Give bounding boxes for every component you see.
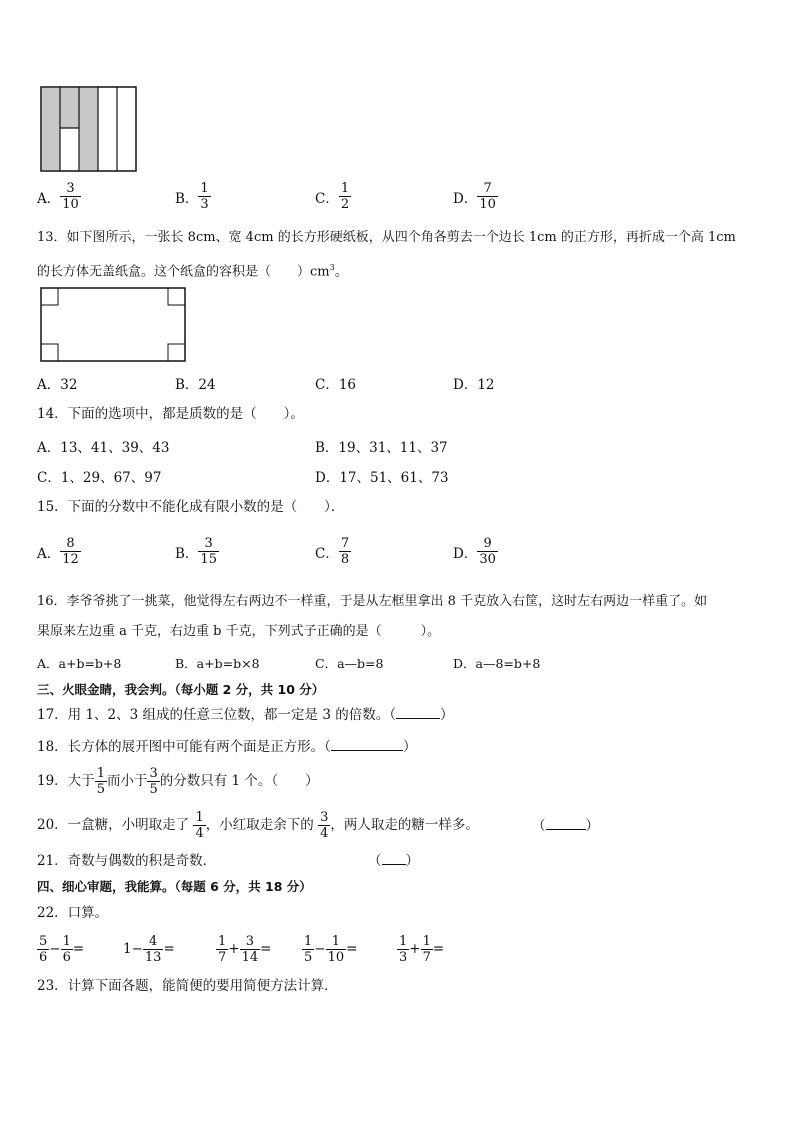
q15-option-b[interactable]: B． $\frac{3}{15}$: [175, 536, 217, 567]
q20-answer: （ ）: [532, 818, 599, 834]
q14-option-d[interactable]: D．17、51、61、73: [315, 470, 449, 486]
q21-answer-blank[interactable]: [382, 852, 406, 865]
q12-option-a[interactable]: A． $\frac{3}{10}$: [37, 181, 79, 212]
q14-option-b[interactable]: B．19、31、11、37: [315, 440, 448, 456]
fraction: $\frac{3}{4}$: [320, 810, 329, 841]
q16-text-line1: 16．李爷爷挑了一挑菜，他觉得左右两边不一样重，于是从左框里拿出 8 千克放入右筐，这时左右两边一样重了。如: [37, 594, 708, 609]
fraction: $\frac{4}{13}$: [144, 934, 162, 965]
fraction: $\frac{1}{6}$: [62, 934, 71, 965]
fraction: $\frac{1}{7}$: [218, 934, 227, 965]
fraction: $\frac{1}{5}$: [96, 766, 105, 797]
q23-text: 23．计算下面各题，能简便的要用简便方法计算．: [37, 978, 338, 994]
q13-text-line1: 13．如下图所示，一张长 8cm、宽 4cm 的长方形硬纸板，从四个角各剪去一个边长 1cm 的正方形，再折成一个高 1cm: [37, 230, 736, 245]
q18-answer-blank[interactable]: [331, 738, 403, 751]
q17: 17．用 1、2、3 组成的任意三位数，都一定是 3 的倍数。（ ）: [37, 707, 454, 723]
q15-option-c[interactable]: C． $\frac{7}{8}$: [315, 536, 350, 567]
q21-answer: （ ）: [368, 853, 419, 869]
fraction: $\frac{1}{3}$: [399, 934, 408, 965]
fraction: $\frac{1}{2}$: [340, 181, 350, 212]
q20-answer-blank[interactable]: [546, 817, 586, 830]
q22-item-1: $\frac{5}{6}$ − $\frac{1}{6}$ =: [39, 934, 85, 965]
fraction: $\frac{3}{10}$: [62, 181, 79, 212]
q18: 18．长方体的展开图中可能有两个面是正方形。（ ）: [37, 739, 417, 755]
fraction: $\frac{1}{4}$: [195, 810, 204, 841]
q15-option-d[interactable]: D． $\frac{9}{30}$: [453, 536, 496, 567]
q13-option-a[interactable]: A．32: [37, 377, 78, 393]
q16-option-b[interactable]: B．a+b=b×8: [175, 656, 260, 671]
fraction: $\frac{1}{7}$: [422, 934, 431, 965]
q21: 21．奇数与偶数的积是奇数．: [37, 853, 217, 869]
fraction: $\frac{8}{12}$: [62, 536, 79, 567]
fraction: $\frac{1}{10}$: [327, 934, 345, 965]
q22-item-5: $\frac{1}{3}$ + $\frac{1}{7}$ =: [399, 934, 445, 965]
fraction: $\frac{9}{30}$: [479, 536, 496, 567]
q16-text-line2: 果原来左边重 a 千克，右边重 b 千克，下列式子正确的是（ ）。: [37, 624, 441, 639]
q17-answer-blank[interactable]: [396, 706, 440, 719]
fraction: $\frac{5}{6}$: [39, 934, 48, 965]
q12-shaded-grid-figure: [40, 86, 137, 172]
q22-title: 22．口算。: [37, 905, 109, 921]
q12-option-b[interactable]: B． $\frac{1}{3}$: [175, 181, 209, 212]
q13-option-d[interactable]: D．12: [453, 377, 495, 393]
fraction: $\frac{3}{14}$: [241, 934, 259, 965]
q19: 19．大于 $\frac{1}{5}$ 而小于 $\frac{3}{5}$ 的分数只有 1 个。（ ）: [37, 766, 319, 797]
fraction: $\frac{3}{15}$: [200, 536, 217, 567]
q13-text-line2: 的长方体无盖纸盒。这个纸盒的容积是（ ）$cm^3$。: [37, 263, 348, 280]
q13-option-c[interactable]: C．16: [315, 377, 357, 393]
q14-text: 14．下面的选项中，都是质数的是（ ）。: [37, 406, 304, 422]
section-3-heading: 三、火眼金睛，我会判。（每小题 2 分，共 10 分）: [37, 682, 325, 697]
q14-option-c[interactable]: C．1、29、67、97: [37, 470, 162, 486]
q16-option-c[interactable]: C．a—b=8: [315, 656, 384, 671]
q12-option-d[interactable]: D． $\frac{7}{10}$: [453, 181, 496, 212]
q14-option-a[interactable]: A．13、41、39、43: [37, 440, 170, 456]
fraction: $\frac{7}{8}$: [340, 536, 350, 567]
q15-option-a[interactable]: A． $\frac{8}{12}$: [37, 536, 79, 567]
q15-text: 15．下面的分数中不能化成有限小数的是（ ）．: [37, 499, 345, 515]
q12-option-c[interactable]: C． $\frac{1}{2}$: [315, 181, 350, 212]
section-4-heading: 四、细心审题，我能算。（每题 6 分，共 18 分）: [37, 879, 312, 894]
fraction: $\frac{1}{3}$: [200, 181, 209, 212]
q16-option-a[interactable]: A．a+b=b+8: [37, 656, 122, 671]
fraction: $\frac{7}{10}$: [479, 181, 496, 212]
fraction: $\frac{1}{5}$: [304, 934, 313, 965]
fraction: $\frac{3}{5}$: [149, 766, 158, 797]
q16-option-d[interactable]: D．a—8=b+8: [453, 656, 541, 671]
q20: 20．一盒糖，小明取走了 $\frac{1}{4}$ ，小红取走余下的 $\frac{3}{4}$ ，两人取走的糖一样多。: [37, 810, 479, 841]
q13-option-b[interactable]: B．24: [175, 377, 216, 393]
q22-item-4: $\frac{1}{5}$ − $\frac{1}{10}$ =: [304, 934, 358, 965]
q22-item-3: $\frac{1}{7}$ + $\frac{3}{14}$ =: [218, 934, 272, 965]
q13-cardboard-figure: [40, 287, 186, 362]
q22-item-2: 1− $\frac{4}{13}$ =: [123, 934, 175, 965]
